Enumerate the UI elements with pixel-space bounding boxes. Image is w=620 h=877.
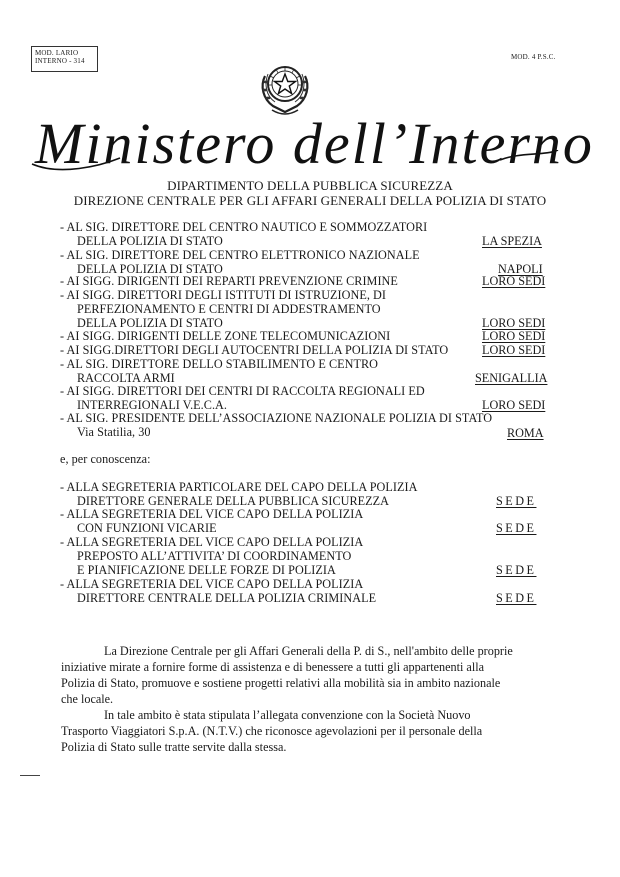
recipient-3-location: LORO SEDI [482,274,546,288]
recipient-2-location: NAPOLI [498,262,543,276]
recipient-9-location: ROMA [507,426,544,440]
body-paragraph-1-line-4: che locale. [61,692,114,706]
recipient-8-line-1: - AI SIGG. DIRETTORI DEI CENTRI DI RACCOLTA REGIONALI ED [60,384,425,398]
cc-1-sede: SEDE [496,494,537,508]
cc-3-line-3: E PIANIFICAZIONE DELLE FORZE DI POLIZIA [77,563,336,577]
form-stamp [31,46,98,72]
recipient-7-line-1: - AL SIG. DIRETTORE DELLO STABILIMENTO E CENTRO [60,357,378,371]
cc-2-sede: SEDE [496,521,537,535]
recipient-1-line-2: DELLA POLIZIA DI STATO [77,234,223,248]
cc-3-line-2: PREPOSTO ALL’ATTIVITA’ DI COORDINAMENTO [77,549,352,563]
cc-2-line-2: CON FUNZIONI VICARIE [77,521,217,535]
directorate-name: DIREZIONE CENTRALE PER GLI AFFARI GENERALI DELLA POLIZIA DI STATO [73,193,547,208]
recipient-9-line-1: - AL SIG. PRESIDENTE DELL’ASSOCIAZIONE NAZIONALE POLIZIA DI STATO [60,411,493,425]
cc-1-line-1: - ALLA SEGRETERIA PARTICOLARE DEL CAPO DELLA POLIZIA [60,480,418,494]
recipient-4-location: LORO SEDI [482,316,546,330]
recipient-4-line-2: PERFEZIONAMENTO E CENTRI DI ADDESTRAMENTO [77,302,381,316]
recipient-1-line-1: - AL SIG. DIRETTORE DEL CENTRO NAUTICO E SOMMOZZATORI [60,220,428,234]
department-name: DIPARTIMENTO DELLA PUBBLICA SICUREZZA [167,178,453,193]
recipient-7-location: SENIGALLIA [475,371,548,385]
mod-code: MOD. 4 P.S.C. [511,53,556,61]
body-paragraph-1-line-1: La Direzione Centrale per gli Affari Generali della P. di S., nell'ambito delle proprie [104,644,513,658]
recipient-7-line-2: RACCOLTA ARMI [77,371,175,385]
cc-4-sede: SEDE [496,591,537,605]
cc-3-line-1: - ALLA SEGRETERIA DEL VICE CAPO DELLA POLIZIA [60,535,364,549]
recipient-4-line-1: - AI SIGG. DIRETTORI DEGLI ISTITUTI DI ISTRUZIONE, DI [60,288,387,302]
recipient-6-line-1: - AI SIGG.DIRETTORI DEGLI AUTOCENTRI DELLA POLIZIA DI STATO [60,343,449,357]
stamp-line-2: INTERNO - 314 [35,57,85,65]
recipient-4-line-3: DELLA POLIZIA DI STATO [77,316,223,330]
margin-mark [20,775,40,776]
recipient-9-line-2: Via Statilia, 30 [77,425,151,439]
cc-4-line-1: - ALLA SEGRETERIA DEL VICE CAPO DELLA POLIZIA [60,577,364,591]
recipient-2-line-1: - AL SIG. DIRETTORE DEL CENTRO ELETTRONICO NAZIONALE [60,248,420,262]
cc-4-line-2: DIRETTORE CENTRALE DELLA POLIZIA CRIMINALE [77,591,377,605]
cc-2-line-1: - ALLA SEGRETERIA DEL VICE CAPO DELLA POLIZIA [60,507,364,521]
cc-1-line-2: DIRETTORE GENERALE DELLA PUBBLICA SICUREZZA [77,494,390,508]
stamp-line-1: MOD. LARIO [35,49,79,57]
recipient-5-location: LORO SEDI [482,329,546,343]
recipient-5-line-1: - AI SIGG. DIRIGENTI DELLE ZONE TELECOMUNICAZIONI [60,329,391,343]
recipient-8-line-2: INTERREGIONALI V.E.C.A. [77,398,227,412]
cc-3-sede: SEDE [496,563,537,577]
body-paragraph-2-line-3: Polizia di Stato sulle tratte servite dalla stessa. [61,740,287,754]
recipient-2-line-2: DELLA POLIZIA DI STATO [77,262,223,276]
recipient-3-line-1: - AI SIGG. DIRIGENTI DEI REPARTI PREVENZIONE CRIMINE [60,274,398,288]
recipient-8-location: LORO SEDI [482,398,546,412]
body-paragraph-2-line-2: Trasporto Viaggiatori S.p.A. (N.T.V.) che riconosce agevolazioni per il personale della [61,724,483,738]
ministry-title: Ministero dell’Interno [35,111,594,176]
recipient-1-location: LA SPEZIA [482,234,542,248]
body-paragraph-1-line-3: Polizia di Stato, promuove e sostiene progetti relativi alla mobilità sia in ambito nazionale [61,676,501,690]
body-paragraph-2-line-1: In tale ambito è stata stipulata l’allegata convenzione con la Società Nuovo [104,708,471,722]
recipient-6-location: LORO SEDI [482,343,546,357]
body-paragraph-1-line-2: iniziative mirate a fornire forme di assistenza e di benessere a tutti gli appartenenti alla [61,660,485,674]
cc-intro: e, per conoscenza: [60,452,151,466]
republic-emblem-icon [256,52,314,118]
